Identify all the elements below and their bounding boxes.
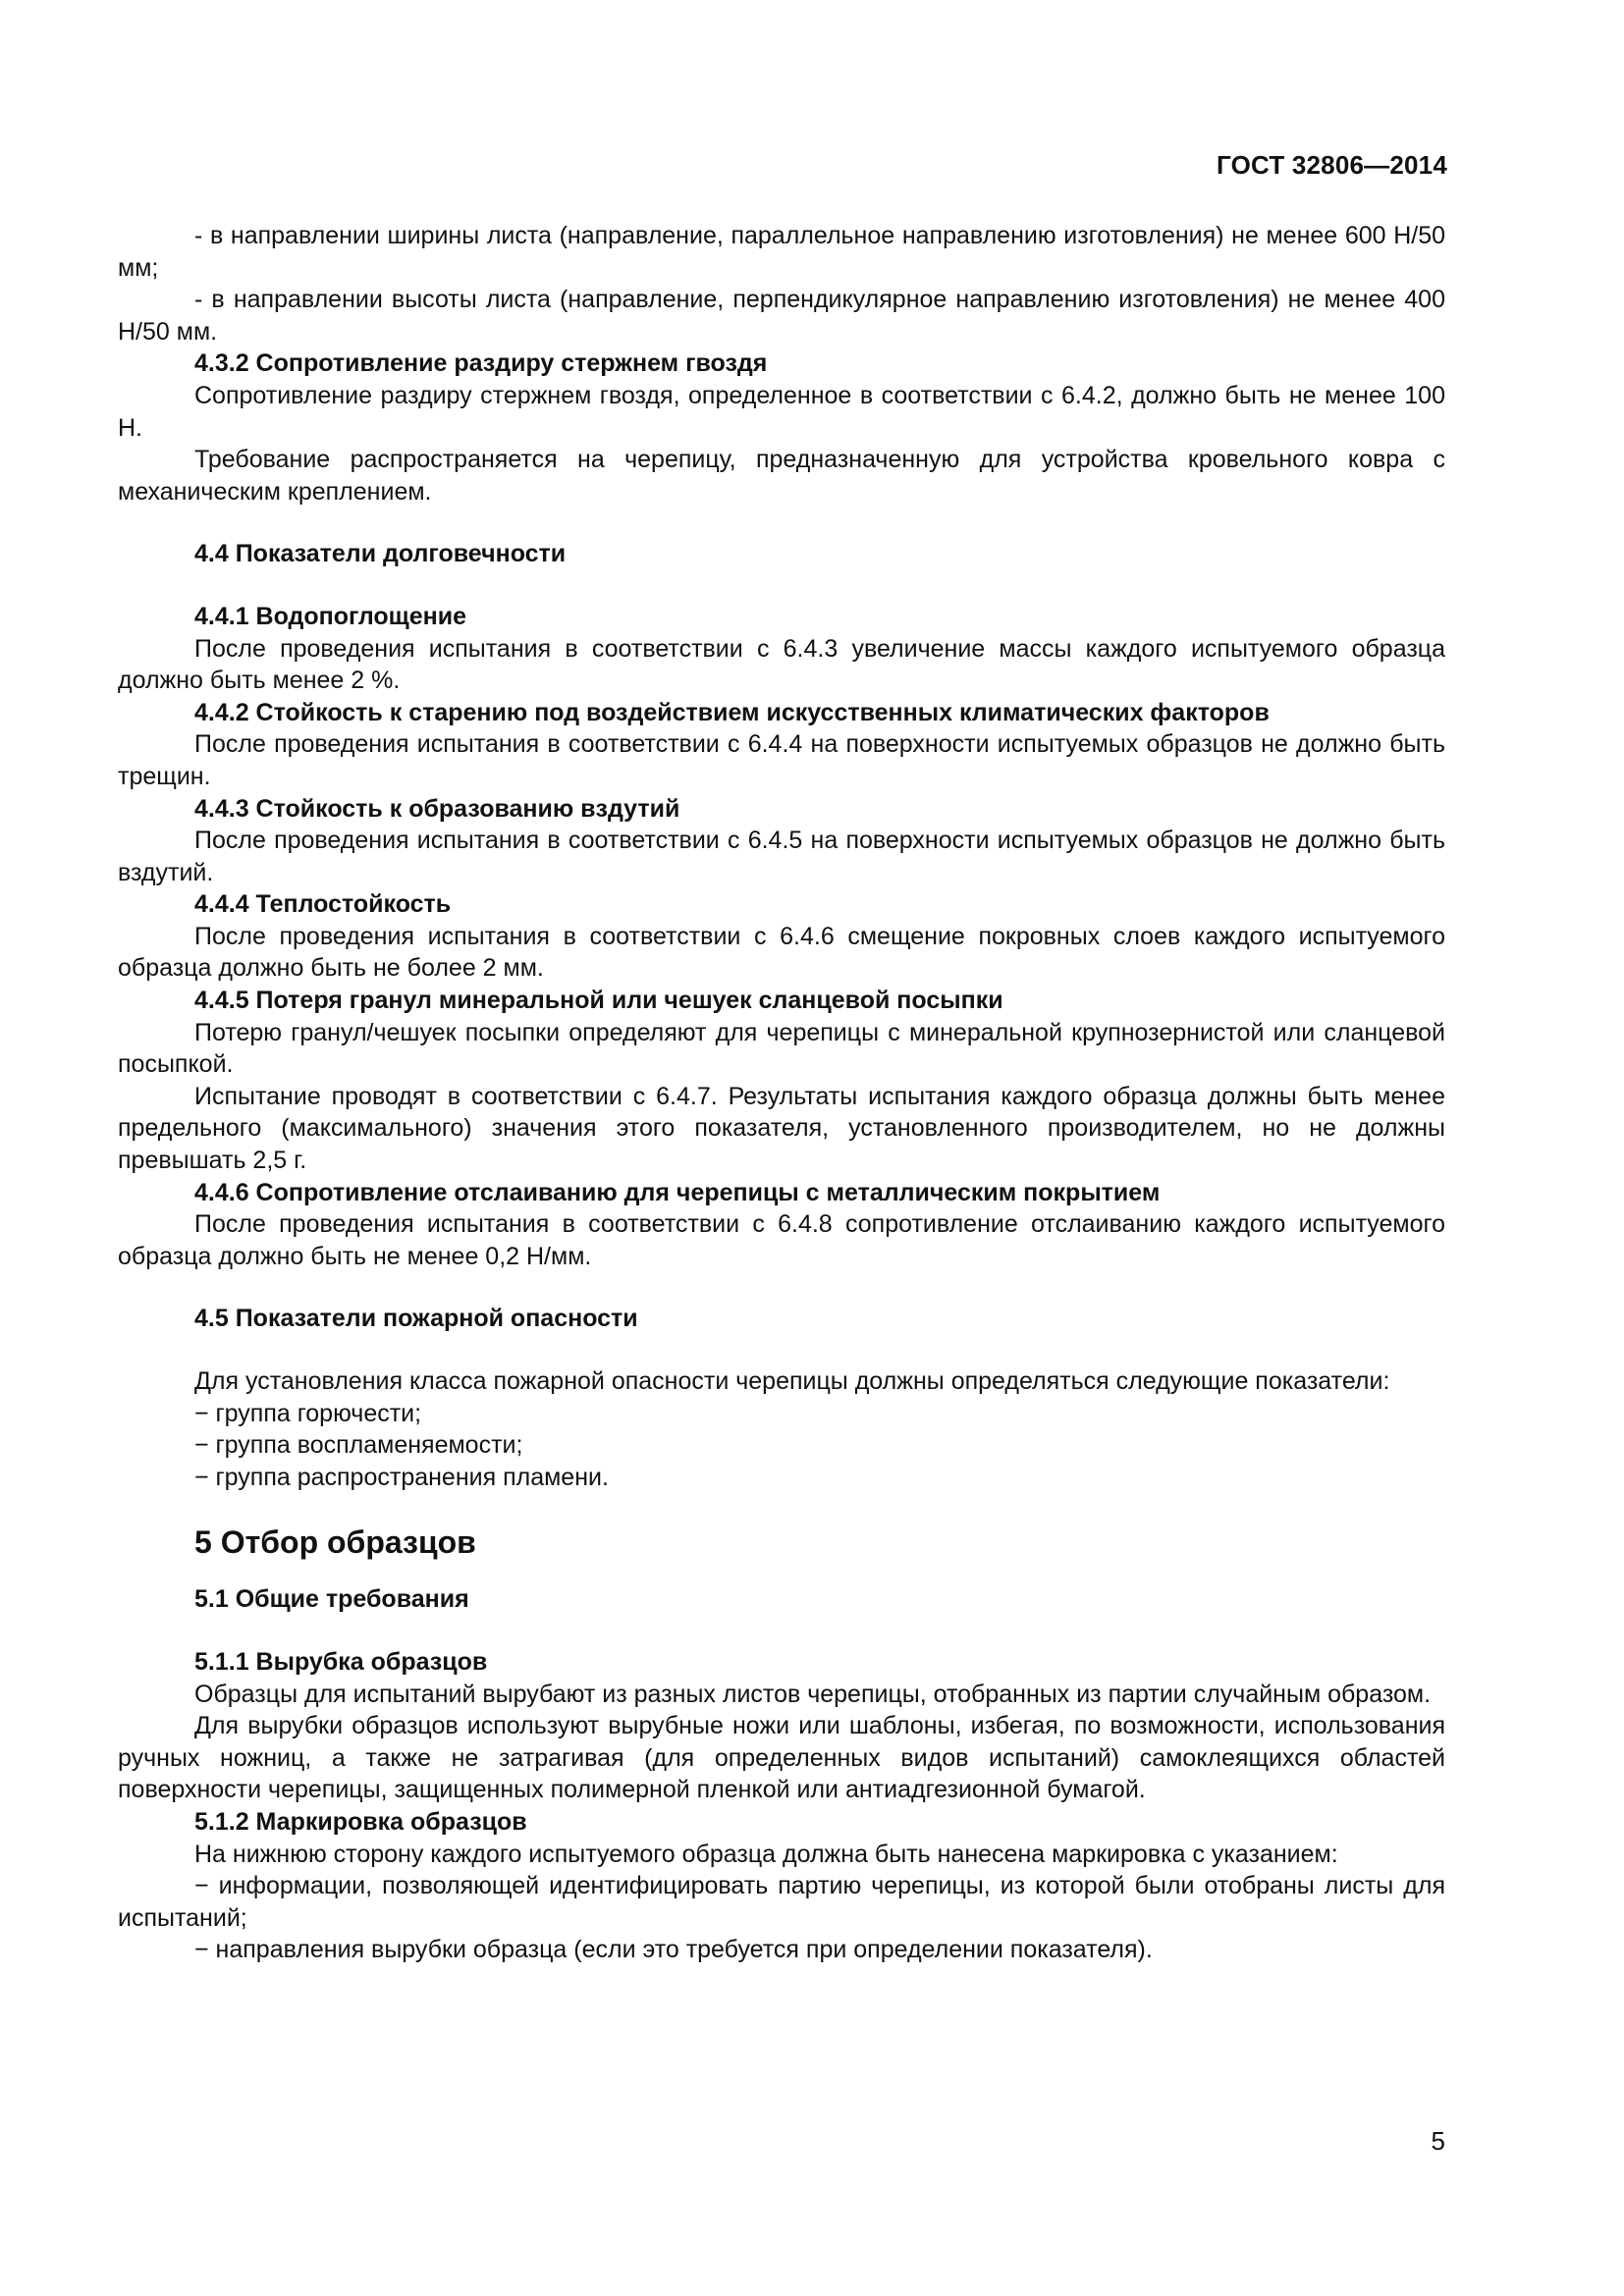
list-item: − информации, позволяющей идентифицировать партию черепицы, из которой были отобраны листы для испытаний; (118, 1872, 1445, 1932)
paragraph-4-4-1: После проведения испытания в соответствии с 6.4.3 увеличение массы каждого испытуемого образца должно быть менее 2 %. (118, 634, 1445, 695)
list-item: − группа горючести; (194, 1399, 422, 1427)
heading-4-4-1: 4.4.1 Водопоглощение (194, 602, 467, 630)
heading-4-3-2: 4.3.2 Сопротивление раздиру стержнем гвоздя (194, 349, 768, 378)
heading-4-4-3: 4.4.3 Стойкость к образованию вздутий (194, 794, 680, 823)
page-number: 5 (1431, 2126, 1445, 2156)
paragraph-4-4-5-a: Потерю гранул/чешуек посыпки определяют для черепицы с минеральной крупнозернистой или сланцевой посыпкой. (118, 1018, 1445, 1079)
heading-5-1-2: 5.1.2 Маркировка образцов (194, 1807, 527, 1836)
paragraph-5-1-2: На нижнюю сторону каждого испытуемого образца должна быть нанесена маркировка с указанием: (194, 1840, 1338, 1868)
heading-5-1: 5.1 Общие требования (194, 1585, 469, 1614)
paragraph-4-4-3: После проведения испытания в соответствии с 6.4.5 на поверхности испытуемых образцов не должно быть вздутий. (118, 827, 1445, 886)
section-heading-5: 5 Отбор образцов (194, 1524, 476, 1561)
document-id-header: ГОСТ 32806—2014 (1217, 150, 1447, 180)
paragraph-5-1-1-a: Образцы для испытаний вырубают из разных листов черепицы, отобранных из партии случайным образом. (194, 1680, 1432, 1708)
paragraph-5-1-1-b: Для вырубки образцов используют вырубные ножи или шаблоны, избегая, по возможности, использования ручных ножниц, а также не затрагивая (для определенных видов испытаний) самоклеящихся областей поверхности черепицы, защищенных полимерной пленкой или антиадгезионной бумагой. (118, 1712, 1445, 1804)
heading-4-4-6: 4.4.6 Сопротивление отслаиванию для черепицы с металлическим покрытием (194, 1178, 1161, 1206)
heading-4-4-5: 4.4.5 Потеря гранул минеральной или чешуек сланцевой посыпки (194, 987, 1003, 1015)
heading-4-4-2: 4.4.2 Стойкость к старению под воздействием искусственных климатических факторов (194, 698, 1270, 726)
document-body (118, 220, 1445, 1966)
paragraph-4-3-2-a: Сопротивление раздиру стержнем гвоздя, определенное в соответствии с 6.4.2, должно быть не менее 100 Н. (118, 381, 1445, 442)
paragraph-4-3-2-b: Требование распространяется на черепицу, предназначенную для устройства кровельного ковра с механическим креплением. (118, 446, 1445, 506)
paragraph-4-4-4: После проведения испытания в соответствии с 6.4.6 смещение покровных слоев каждого испытуемого образца должно быть не более 2 мм. (118, 922, 1445, 983)
paragraph-width-direction: - в направлении ширины листа (направление, параллельное направлению изготовления) не менее 600 Н/50 мм; (118, 222, 1445, 282)
heading-4-4-4: 4.4.4 Теплостойкость (194, 890, 452, 919)
paragraph-4-4-6: После проведения испытания в соответствии с 6.4.8 сопротивление отслаиванию каждого испытуемого образца должно быть не менее 0,2 Н/мм. (118, 1210, 1445, 1270)
list-item: − группа распространения пламени. (194, 1463, 609, 1491)
paragraph-4-4-5-b: Испытание проводят в соответствии с 6.4.7. Результаты испытания каждого образца должны быть менее предельного (максимального) значения этого показателя, установленного производителем, но не должны превышать 2,5 г. (118, 1082, 1445, 1175)
heading-4-5: 4.5 Показатели пожарной опасности (194, 1305, 638, 1333)
paragraph-4-5: Для установления класса пожарной опасности черепицы должны определяться следующие показатели: (194, 1367, 1390, 1395)
heading-4-4: 4.4 Показатели долговечности (194, 540, 567, 568)
list-item: − направления вырубки образца (если это требуется при определении показателя). (194, 1936, 1153, 1964)
heading-5-1-1: 5.1.1 Вырубка образцов (194, 1647, 488, 1676)
paragraph-height-direction: - в направлении высоты листа (направление, перпендикулярное направлению изготовления) не менее 400 Н/50 мм. (118, 286, 1445, 346)
list-item: − группа воспламеняемости; (194, 1431, 523, 1460)
paragraph-4-4-2: После проведения испытания в соответствии с 6.4.4 на поверхности испытуемых образцов не должно быть трещин. (118, 730, 1445, 790)
